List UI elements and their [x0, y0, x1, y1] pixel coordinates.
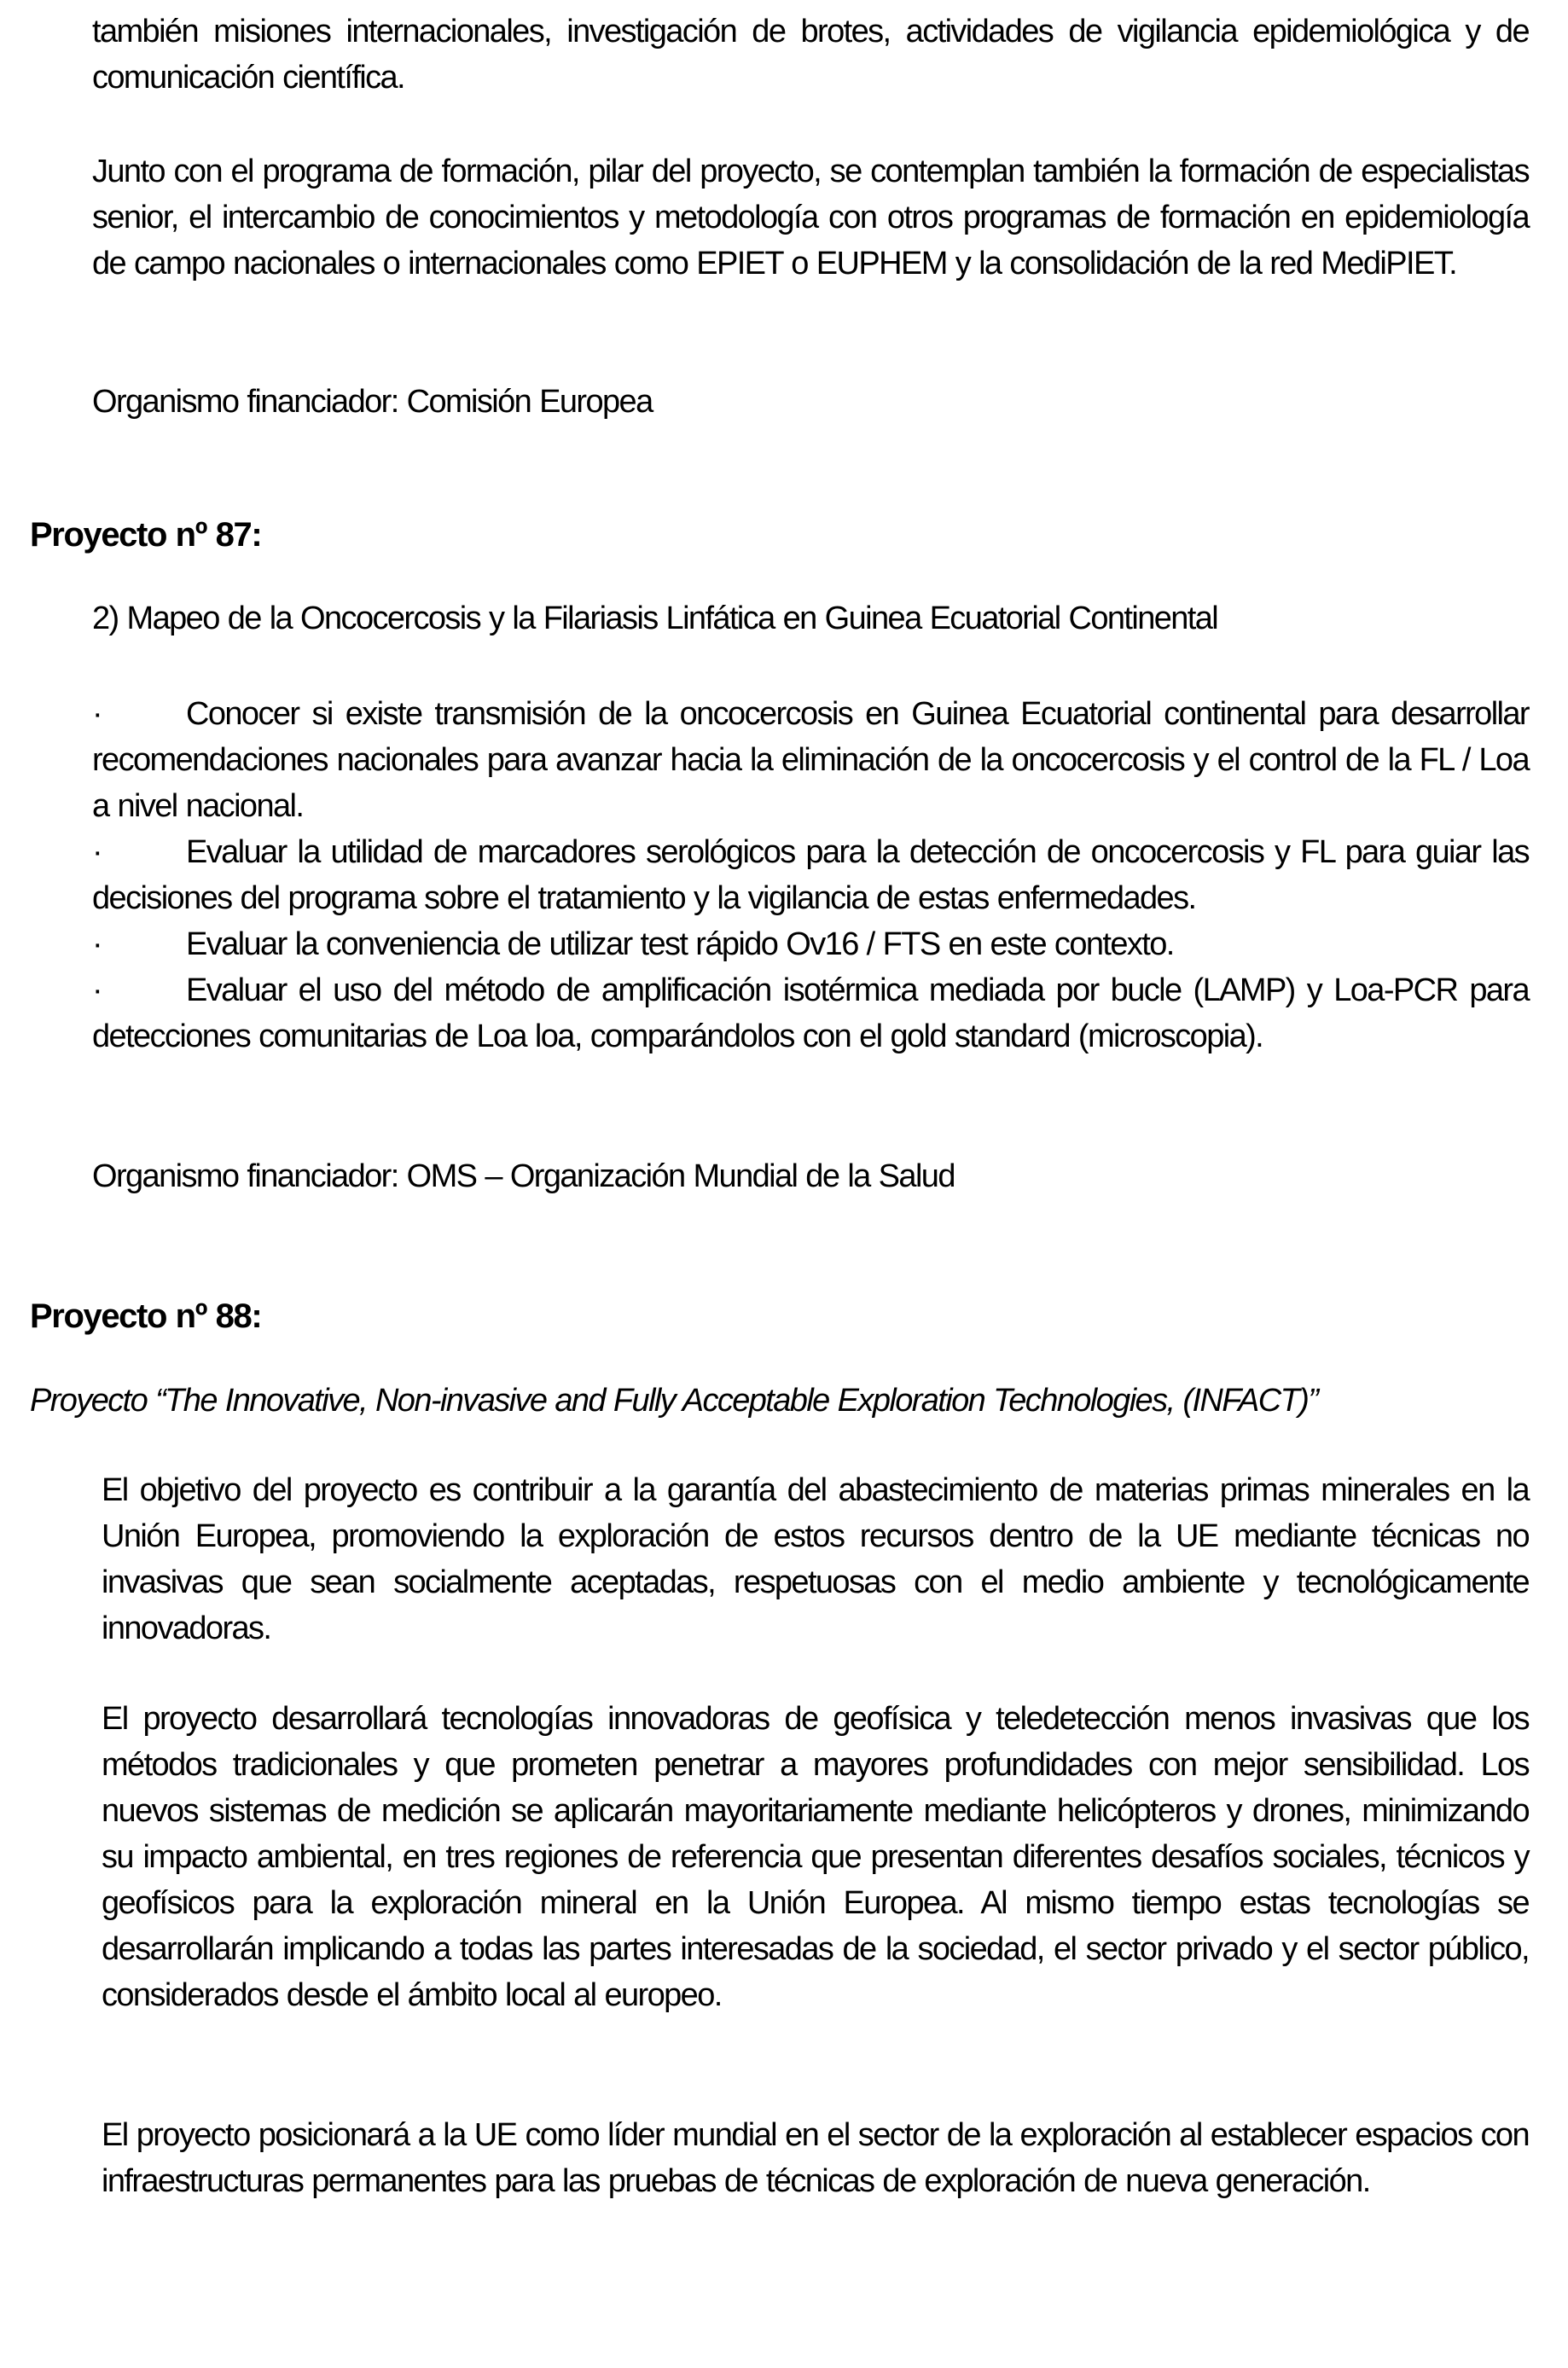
bullet-text: Evaluar el uso del método de amplificación isotérmica mediada por bucle (LAMP) y Loa-PCR para detecciones comunitarias de Loa loa, comparándolos con el gold standard (microscopia).: [92, 972, 1529, 1054]
intro-continuation: también misiones internacionales, investigación de brotes, actividades de vigilancia epidemiológica y de comunicación científica.: [92, 14, 1529, 96]
bullet-icon: ·: [92, 926, 102, 962]
intro-funder: Organismo financiador: Comisión Europea: [92, 384, 653, 420]
project-88-title: Proyecto “The Innovative, Non-invasive and Fully Acceptable Exploration Technologies, (INFACT)”: [30, 1383, 1318, 1419]
list-item: [92, 967, 1529, 1059]
bullet-text: Conocer si existe transmisión de la oncocercosis en Guinea Ecuatorial continental para desarrollar recomendaciones nacionales para avanzar hacia la eliminación de la oncocercosis y el control de la FL / Loa a nivel nacional.: [92, 696, 1529, 824]
list-item: [92, 829, 1529, 921]
bullet-icon: ·: [92, 696, 102, 732]
project-88-paragraph-1: El objetivo del proyecto es contribuir a la garantía del abastecimiento de materias primas minerales en la Unión Europea, promoviendo la exploración de estos recursos dentro de la UE mediante técnicas no invasivas que sean socialmente aceptadas, respetuosas con el medio ambiente y tecnológicamente innovadoras.: [102, 1472, 1529, 1646]
project-87-funder: Organismo financiador: OMS – Organización Mundial de la Salud: [92, 1158, 955, 1194]
bullet-text: Evaluar la utilidad de marcadores serológicos para la detección de oncocercosis y FL para guiar las decisiones del programa sobre el tratamiento y la vigilancia de estas enfermedades.: [92, 834, 1529, 916]
list-item: [92, 691, 1529, 829]
project-88-paragraph-3: El proyecto posicionará a la UE como líder mundial en el sector de la exploración al establecer espacios con infraestructuras permanentes para las pruebas de técnicas de exploración de nueva generación.: [102, 2117, 1529, 2199]
bullet-text: Evaluar la conveniencia de utilizar test rápido Ov16 / FTS en este contexto.: [186, 926, 1174, 962]
intro-paragraph: Junto con el programa de formación, pilar del proyecto, se contemplan también la formación de especialistas senior, el intercambio de conocimientos y metodología con otros programas de formación en epidemiología de campo nacionales o internacionales como EPIET o EUPHEM y la consolidación de la red MediPIET.: [92, 154, 1529, 281]
project-87-bullet-list: [92, 691, 1529, 1059]
project-88-paragraph-2: El proyecto desarrollará tecnologías innovadoras de geofísica y teledetección menos invasivas que los métodos tradicionales y que prometen penetrar a mayores profundidades con mejor sensibilidad. Los nuevos sistemas de medición se aplicarán mayoritariamente mediante helicópteros y drones, minimizando su impacto ambiental, en tres regiones de referencia que presentan diferentes desafíos sociales, técnicos y geofísicos para la exploración mineral en la Unión Europea. Al mismo tiempo estas tecnologías se desarrollarán implicando a todas las partes interesadas de la sociedad, el sector privado y el sector público, considerados desde el ámbito local al europeo.: [102, 1701, 1529, 2013]
bullet-icon: ·: [92, 972, 102, 1008]
list-item: [92, 921, 1529, 967]
project-88-heading: Proyecto nº 88:: [30, 1297, 262, 1335]
project-87-title: 2) Mapeo de la Oncocercosis y la Filariasis Linfática en Guinea Ecuatorial Continental: [92, 601, 1218, 636]
project-87-heading: Proyecto nº 87:: [30, 516, 262, 554]
bullet-icon: ·: [92, 834, 102, 870]
